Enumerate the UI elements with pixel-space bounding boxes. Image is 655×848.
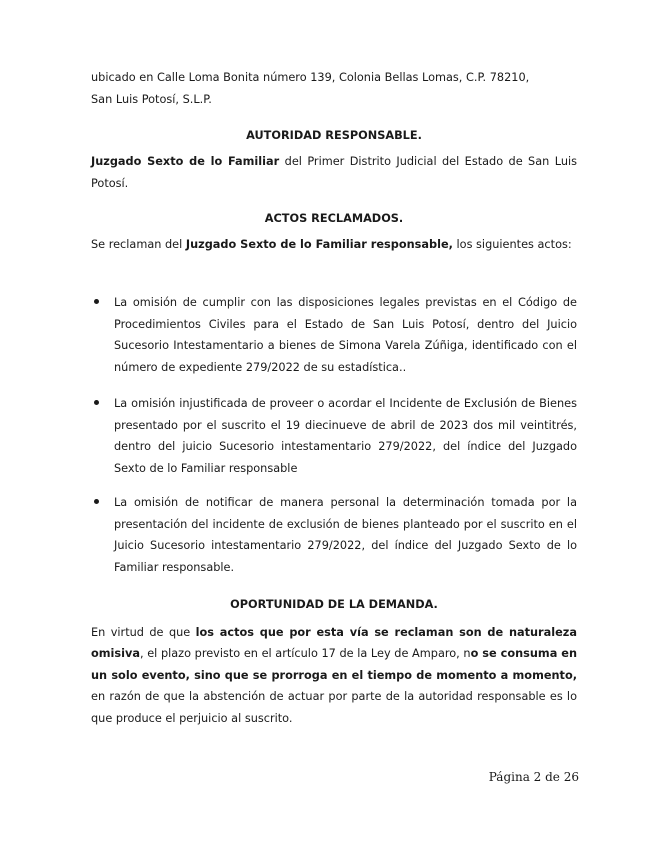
acto-text-3: La omisión de notificar de manera personal la determinación tomada por la presentación del incidente de exclusión de bienes planteado por el suscrito en el Juicio Sucesorio intestamentario 279/2022, del índice del Juzgado Sexto de lo Familiar responsable. (114, 496, 577, 575)
intro-line-1: ubicado en Calle Loma Bonita número 139, Colonia Bellas Lomas, C.P. 78210, (91, 71, 530, 84)
actos-intro-pre: Se reclaman del (91, 238, 186, 251)
bullet-icon (94, 499, 99, 504)
oportunidad-text-1: En virtud de que (91, 626, 196, 639)
list-item (91, 492, 577, 579)
acto-text-2: La omisión injustificada de proveer o acordar el Incidente de Exclusión de Bienes presentado por el suscrito el 19 diecinueve de abril de 2023 dos mil veintitrés, dentro del juicio Sucesorio intestamentario 279/2022, del índice del Juzgado Sexto de lo Familiar responsable (114, 397, 577, 476)
oportunidad-bold-2: o se consuma en un solo evento, sino que se prorroga en el tiempo de momento a momento, (91, 647, 577, 682)
autoridad-paragraph (91, 151, 577, 194)
oportunidad-paragraph (91, 622, 577, 729)
list-item (91, 393, 577, 480)
oportunidad-bold-1: los actos que por esta vía se reclaman son de naturaleza omisiva (91, 626, 577, 661)
actos-intro-paragraph (91, 234, 577, 256)
oportunidad-text-2: , el plazo previsto en el artículo 17 de la Ley de Amparo, n (140, 647, 471, 661)
actos-intro-bold: Juzgado Sexto de lo Familiar responsable, (185, 238, 453, 251)
actos-intro-post: los siguientes actos: (452, 238, 572, 251)
bullet-icon (94, 299, 99, 304)
oportunidad-heading: OPORTUNIDAD DE LA DEMANDA. (230, 598, 438, 611)
list-item (91, 292, 577, 379)
intro-paragraph (91, 67, 577, 110)
oportunidad-text-3: en razón de que la abstención de actuar por parte de la autoridad responsable es lo que produce el perjuicio al suscrito. (91, 690, 577, 725)
page-number: Página 2 de 26 (488, 770, 579, 784)
intro-line-2: San Luis Potosí, S.L.P. (91, 92, 212, 106)
actos-heading: ACTOS RECLAMADOS. (264, 212, 404, 225)
autoridad-rest: del Primer Distrito Judicial del Estado de San Luis Potosí. (91, 155, 577, 190)
bullet-icon (94, 400, 99, 405)
acto-text-1: La omisión de cumplir con las disposiciones legales previstas en el Código de Procedimientos Civiles para el Estado de San Luis Potosí, dentro del Juicio Sucesorio Intestamentario a bienes de Simona Varela Zúñiga, identificado con el número de expediente 279/2022 de su estadística.. (114, 296, 577, 375)
autoridad-heading: AUTORIDAD RESPONSABLE. (246, 129, 422, 142)
autoridad-bold: Juzgado Sexto de lo Familiar (91, 155, 280, 168)
